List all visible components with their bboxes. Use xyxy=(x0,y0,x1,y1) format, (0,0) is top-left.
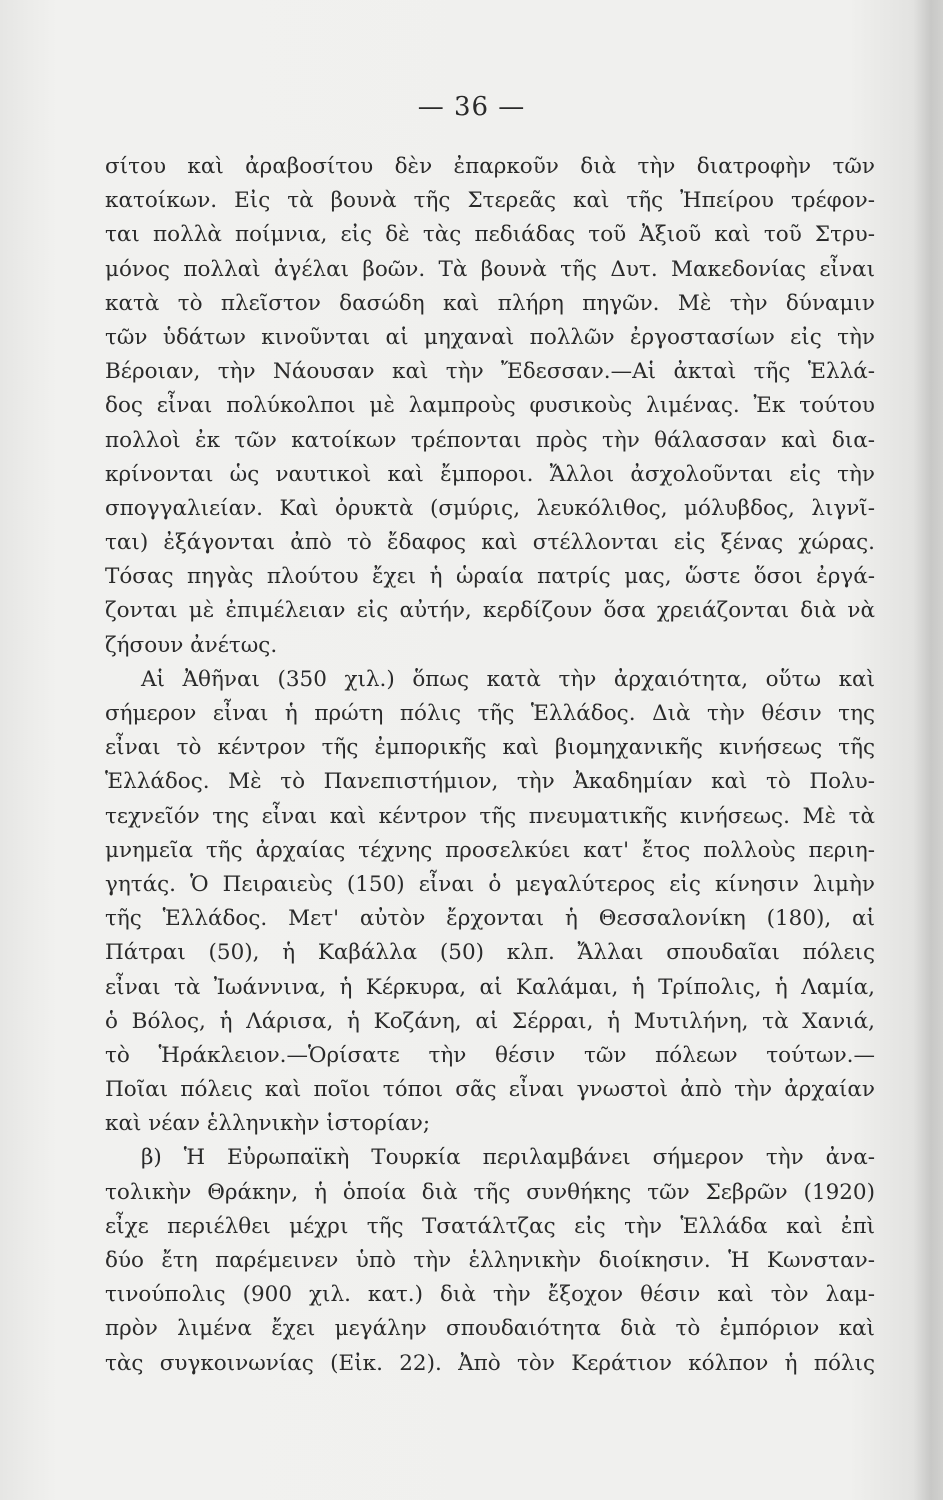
text-line: σίτου καὶ ἀραβοσίτου δὲν ἐπαρκοῦν διὰ τὴν διατροφὴν τῶν xyxy=(105,154,875,179)
text-line: μνημεῖα τῆς ἀρχαίας τέχνης προσελκύει κατ' ἔτος πολλοὺς περιη- xyxy=(105,837,875,863)
text-line: μόνος πολλαὶ ἀγέλαι βοῶν. Τὰ βουνὰ τῆς Δυτ. Μακεδονίας εἶναι xyxy=(105,256,875,282)
text-line: ζονται μὲ ἐπιμέλειαν εἰς αὐτήν, κερδίζουν ὅσα χρειάζονται διὰ νὰ xyxy=(105,598,875,624)
text-line: καὶ νέαν ἑλληνικὴν ἱστορίαν; xyxy=(105,1111,431,1137)
text-line: τινούπολις (900 χιλ. κατ.) διὰ τὴν ἔξοχον θέσιν καὶ τὸν λαμ- xyxy=(105,1282,875,1308)
text-line: ται πολλὰ ποίμνια, εἰς δὲ τὰς πεδιάδας τοῦ Ἀξιοῦ καὶ τοῦ Στρυ- xyxy=(105,222,875,248)
text-line: σήμερον εἶναι ἡ πρώτη πόλις τῆς Ἑλλάδος. Διὰ τὴν θέσιν της xyxy=(105,701,875,726)
book-spine-shadow xyxy=(913,0,943,1500)
text-line: εἶναι τὰ Ἰωάννινα, ἡ Κέρκυρα, αἱ Καλάμαι, ἡ Τρίπολις, ἡ Λαμία, xyxy=(105,974,875,1000)
text-line: δος εἶναι πολύκολποι μὲ λαμπροὺς φυσικοὺς λιμένας. Ἐκ τούτου xyxy=(105,393,875,419)
text-line: Πάτραι (50), ἡ Καβάλλα (50) κλπ. Ἄλλαι σπουδαῖαι πόλεις xyxy=(105,940,875,966)
text-line: Ἑλλάδος. Μὲ τὸ Πανεπιστήμιον, τὴν Ἀκαδημίαν καὶ τὸ Πολυ- xyxy=(105,769,875,795)
text-line: ται) ἐξάγονται ἀπὸ τὸ ἔδαφος καὶ στέλλονται εἰς ξένας χώρας. xyxy=(105,530,875,556)
text-line: ζήσουν ἀνέτως. xyxy=(105,632,278,658)
text-line: τεχνεῖόν της εἶναι καὶ κέντρον τῆς πνευματικῆς κινήσεως. Μὲ τὰ xyxy=(105,803,875,829)
text-line: τὸ Ἡράκλειον.—Ὁρίσατε τὴν θέσιν τῶν πόλεων τούτων.— xyxy=(105,1042,875,1068)
text-line: κατὰ τὸ πλεῖστον δασώδη καὶ πλήρη πηγῶν. Μὲ τὴν δύναμιν xyxy=(105,290,875,316)
text-line: πολλοὶ ἐκ τῶν κατοίκων τρέπονται πρὸς τὴν θάλασσαν καὶ δια- xyxy=(105,427,875,453)
text-line: κρίνονται ὡς ναυτικοὶ καὶ ἔμποροι. Ἄλλοι ἀσχολοῦνται εἰς τὴν xyxy=(105,461,875,487)
page-number: — 36 — xyxy=(417,92,526,122)
text-line: σπογγαλιείαν. Καὶ ὀρυκτὰ (σμύρις, λευκόλιθος, μόλυβδος, λιγνῖ- xyxy=(105,495,875,521)
text-line: Ποῖαι πόλεις καὶ ποῖοι τόποι σᾶς εἶναι γνωστοὶ ἀπὸ τὴν ἀρχαίαν xyxy=(105,1077,875,1103)
text-line: εἶχε περιέλθει μέχρι τῆς Τσατάλτζας εἰς τὴν Ἑλλάδα καὶ ἐπὶ xyxy=(105,1213,875,1239)
text-line: δύο ἔτη παρέμεινεν ὑπὸ τὴν ἑλληνικὴν διοίκησιν. Ἡ Κωνσταν- xyxy=(105,1248,875,1273)
text-line-paragraph-start: Αἱ Ἀθῆναι (350 χιλ.) ὅπως κατὰ τὴν ἀρχαιότητα, οὕτω καὶ xyxy=(141,666,875,692)
text-line: τῆς Ἑλλάδος. Μετ' αὐτὸν ἔρχονται ἡ Θεσσαλονίκη (180), αἱ xyxy=(105,906,875,932)
text-line: τολικὴν Θράκην, ἡ ὁποία διὰ τῆς συνθήκης τῶν Σεβρῶν (1920) xyxy=(105,1179,875,1205)
text-line-paragraph-start: β) Ἡ Εὐρωπαϊκὴ Τουρκία περιλαμβάνει σήμερον τὴν ἀνα- xyxy=(141,1145,875,1171)
text-line: Τόσας πηγὰς πλούτου ἔχει ἡ ὡραία πατρίς μας, ὥστε ὅσοι ἐργά- xyxy=(105,564,875,590)
text-line: εἶναι τὸ κέντρον τῆς ἐμπορικῆς καὶ βιομηχανικῆς κινήσεως τῆς xyxy=(105,735,875,761)
text-line: τῶν ὑδάτων κινοῦνται αἱ μηχαναὶ πολλῶν ἐργοστασίων εἰς τὴν xyxy=(105,324,875,350)
text-line: ὁ Βόλος, ἡ Λάρισα, ἡ Κοζάνη, αἱ Σέρραι, ἡ Μυτιλήνη, τὰ Χανιά, xyxy=(105,1008,875,1034)
text-line: γητάς. Ὁ Πειραιεὺς (150) εἶναι ὁ μεγαλύτερος εἰς κίνησιν λιμὴν xyxy=(105,871,875,897)
text-line: Βέροιαν, τὴν Νάουσαν καὶ τὴν Ἔδεσσαν.—Αἱ ἀκταὶ τῆς Ἑλλά- xyxy=(105,359,875,385)
text-line: κατοίκων. Εἰς τὰ βουνὰ τῆς Στερεᾶς καὶ τῆς Ἠπείρου τρέφον- xyxy=(105,188,875,214)
body-text xyxy=(105,150,875,1381)
text-line: τὰς συγκοινωνίας (Εἰκ. 22). Ἀπὸ τὸν Κεράτιον κόλπον ἡ πόλις xyxy=(105,1350,875,1376)
text-line: πρὸν λιμένα ἔχει μεγάλην σπουδαιότητα διὰ τὸ ἐμπόριον καὶ xyxy=(105,1316,875,1342)
